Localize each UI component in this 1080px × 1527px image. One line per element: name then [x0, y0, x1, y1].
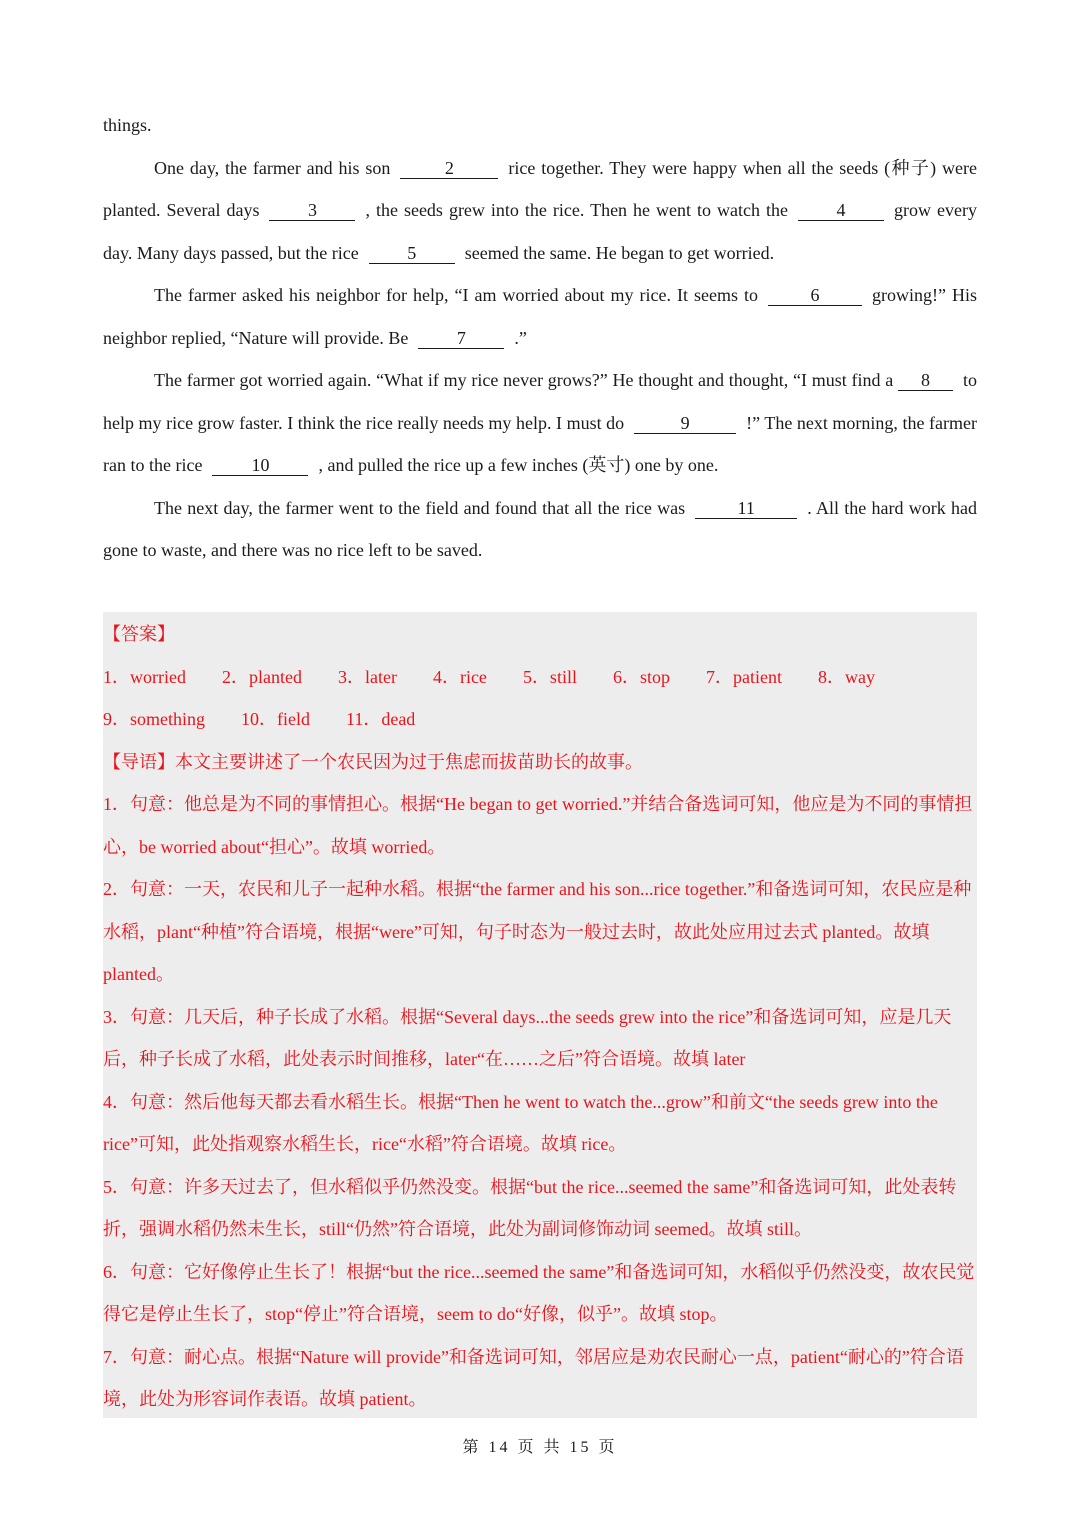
text: grow every day. Many days passed, but the rice	[103, 200, 977, 263]
blank-6[interactable]: 6	[768, 285, 862, 306]
explanation-2: 2．句意：一天，农民和儿子一起种水稻。根据“the farmer and his son...rice together.”和备选词可知，农民应是种水稻，plant“种植”符合语境，根据“were”可知，句子时态为一般过去时，故此处应用过去式 planted。故填 planted。	[103, 879, 972, 984]
blank-10[interactable]: 10	[212, 455, 308, 476]
answer-row-2	[103, 698, 977, 741]
explanation-5: 5．句意：许多天过去了，但水稻似乎仍然没变。根据“but the rice...seemed the same”和备选词可知，此处表转折，强调水稻仍然未生长，still“仍然”符合语境，此处为副词修饰动词 seemed。故填 still。	[103, 1176, 957, 1239]
text: The farmer got worried again. “What if my rice never grows?” He thought and thought, “I must find a	[154, 370, 894, 390]
text: to help my rice grow faster. I think the rice really needs my help. I must do	[103, 370, 977, 433]
explanation-1: 1．句意：他总是为不同的事情担心。根据“He began to get worried.”并结合备选词可知，他应是为不同的事情担心，be worried about“担心”。故填 worried。	[103, 794, 973, 857]
answer-item: 7．patient	[705, 666, 782, 687]
blank-3[interactable]: 3	[269, 200, 355, 221]
answer-item: 5．still	[522, 666, 577, 687]
passage	[103, 104, 977, 572]
text: !” The next morning, the farmer ran to the rice	[103, 412, 977, 475]
passage-line: things.	[103, 115, 152, 135]
text: , the seeds grew into the rice. Then he went to watch the	[365, 200, 789, 220]
answer-header: 【答案】	[103, 624, 175, 644]
text: growing!” His neighbor replied, “Nature will provide. Be	[103, 285, 977, 348]
blank-4[interactable]: 4	[798, 200, 884, 221]
answer-section	[103, 612, 977, 1418]
text: seemed the same. He began to get worried.	[464, 242, 775, 263]
paragraph-4	[103, 487, 977, 572]
paragraph-1	[103, 147, 977, 275]
blank-5[interactable]: 5	[369, 243, 455, 264]
paragraph-2	[103, 274, 977, 359]
answer-item: 2．planted	[221, 666, 302, 687]
blank-7[interactable]: 7	[418, 328, 504, 349]
answer-item: 8．way	[817, 666, 875, 687]
explanation-6: 6．句意：它好像停止生长了！根据“but the rice...seemed the same”和备选词可知，水稻似乎仍然没变，故农民觉得它是停止生长了，stop“停止”符合语境，seem to do“好像，似乎”。故填 stop。	[103, 1261, 975, 1324]
blank-11[interactable]: 11	[695, 498, 797, 519]
text: rice together. They were happy when all the seeds (种子) were planted. Several days	[103, 157, 977, 220]
paragraph-3	[103, 359, 977, 487]
text: , and pulled the rice up a few inches (英寸) one by one.	[318, 455, 719, 475]
answer-item: 1．worried	[103, 666, 186, 687]
answer-row-1	[103, 656, 977, 699]
blank-8[interactable]: 8	[898, 370, 953, 391]
blank-2[interactable]: 2	[400, 158, 498, 179]
answer-item: 3．later	[337, 666, 397, 687]
blank-9[interactable]: 9	[634, 413, 736, 434]
answer-item: 9．something	[103, 709, 205, 729]
page-footer: 第 14 页 共 15 页	[462, 1439, 618, 1456]
explanation-7: 7．句意：耐心点。根据“Nature will provide”和备选词可知，邻居应是劝农民耐心一点，patient“耐心的”符合语境，此处为形容词作表语。故填 patient。	[103, 1346, 964, 1409]
text: The farmer asked his neighbor for help, “I am worried about my rice. It seems to	[154, 285, 758, 305]
text: The next day, the farmer went to the field and found that all the rice was	[154, 497, 686, 518]
text: . All the hard work had gone to waste, and there was no rice left to be saved.	[103, 497, 977, 560]
answer-item: 10．field	[241, 709, 310, 729]
answer-item: 6．stop	[612, 666, 670, 687]
text: .”	[514, 327, 527, 348]
explanation-3: 3．句意：几天后，种子长成了水稻。根据“Several days...the seeds grew into the rice”和备选词可知，应是几天后，种子长成了水稻，此处表示时间推移，later“在……之后”符合语境。故填 later	[103, 1006, 952, 1069]
answer-item: 4．rice	[432, 666, 487, 687]
explanation-4: 4．句意：然后他每天都去看水稻生长。根据“Then he went to watch the...grow”和前文“the seeds grew into the rice”可知，此处指观察水稻生长，rice“水稻”符合语境。故填 rice。	[103, 1091, 938, 1154]
answer-intro: 【导语】本文主要讲述了一个农民因为过于焦虑而拔苗助长的故事。	[103, 751, 643, 772]
text: One day, the farmer and his son	[154, 157, 391, 178]
answer-item: 11．dead	[346, 709, 416, 729]
